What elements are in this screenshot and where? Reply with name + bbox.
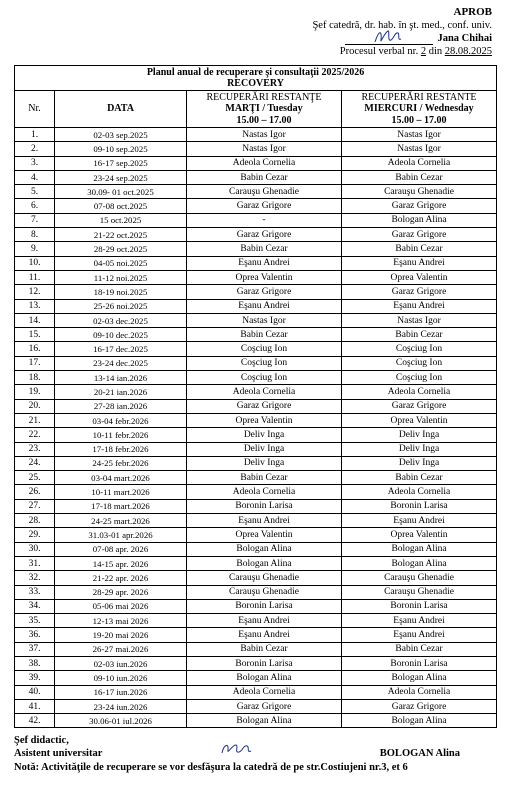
footer-name: BOLOGAN Alina xyxy=(379,748,460,759)
row-tuesday: Carauşu Ghenadie xyxy=(187,571,342,585)
row-tuesday: Bologan Alina xyxy=(187,542,342,556)
row-date: 20-21 ian.2026 xyxy=(55,385,187,399)
row-wednesday: Bologan Alina xyxy=(342,542,497,556)
row-number: 26. xyxy=(15,485,55,499)
head-name: Jana Chihai xyxy=(437,33,492,44)
row-number: 34. xyxy=(15,599,55,613)
recovery-plan-table xyxy=(14,65,497,728)
row-date: 14-15 apr. 2026 xyxy=(55,556,187,570)
row-tuesday: Bologan Alina xyxy=(187,671,342,685)
row-wednesday: Eşanu Andrei xyxy=(342,628,497,642)
table-row xyxy=(15,556,497,570)
row-tuesday: Adeola Cornelia xyxy=(187,685,342,699)
table-row xyxy=(15,142,497,156)
row-wednesday: Bologan Alina xyxy=(342,671,497,685)
table-row xyxy=(15,614,497,628)
table-row xyxy=(15,199,497,213)
row-date: 23-24 sep.2025 xyxy=(55,170,187,184)
row-number: 32. xyxy=(15,571,55,585)
row-wednesday: Babin Cezar xyxy=(342,242,497,256)
row-tuesday: Nastas Igor xyxy=(187,142,342,156)
row-date: 17-18 mart.2026 xyxy=(55,499,187,513)
row-number: 33. xyxy=(15,585,55,599)
row-tuesday: Coşciug Ion xyxy=(187,371,342,385)
row-number: 9. xyxy=(15,242,55,256)
row-number: 10. xyxy=(15,256,55,270)
row-date: 10-11 febr.2026 xyxy=(55,428,187,442)
table-row xyxy=(15,628,497,642)
header-tuesday-line2: MARŢI / Tuesday xyxy=(225,103,303,115)
row-wednesday: Eşanu Andrei xyxy=(342,514,497,528)
row-wednesday: Coşciug Ion xyxy=(342,356,497,370)
row-date: 21-22 apr. 2026 xyxy=(55,571,187,585)
row-tuesday: Babin Cezar xyxy=(187,471,342,485)
row-date: 02-03 sep.2025 xyxy=(55,128,187,142)
row-wednesday: Garaz Grigore xyxy=(342,199,497,213)
row-wednesday: Adeola Cornelia xyxy=(342,685,497,699)
table-row xyxy=(15,385,497,399)
row-wednesday: Nastas Igor xyxy=(342,142,497,156)
table-row xyxy=(15,228,497,242)
row-tuesday: Coşciug Ion xyxy=(187,356,342,370)
row-number: 13. xyxy=(15,299,55,313)
head-signature xyxy=(373,28,403,46)
row-date: 31.03-01 apr.2026 xyxy=(55,528,187,542)
head-signature-line xyxy=(312,32,492,45)
row-wednesday: Garaz Grigore xyxy=(342,228,497,242)
row-number: 27. xyxy=(15,499,55,513)
row-number: 12. xyxy=(15,285,55,299)
row-date: 27-28 ian.2026 xyxy=(55,399,187,413)
table-row xyxy=(15,585,497,599)
row-tuesday: - xyxy=(187,213,342,227)
table-row xyxy=(15,128,497,142)
row-wednesday: Deliv Inga xyxy=(342,456,497,470)
table-title-line1: Planul anual de recuperare şi consultaţii 2025/2026 xyxy=(146,67,365,78)
row-number: 8. xyxy=(15,228,55,242)
row-date: 02-03 dec.2025 xyxy=(55,313,187,327)
row-number: 39. xyxy=(15,671,55,685)
row-number: 16. xyxy=(15,342,55,356)
row-date: 13-14 ian.2026 xyxy=(55,371,187,385)
row-date: 05-06 mai 2026 xyxy=(55,599,187,613)
table-row xyxy=(15,356,497,370)
row-number: 31. xyxy=(15,556,55,570)
table-row xyxy=(15,442,497,456)
protocol-line xyxy=(312,45,492,58)
row-date: 16-17 iun.2026 xyxy=(55,685,187,699)
row-number: 29. xyxy=(15,528,55,542)
row-number: 1. xyxy=(15,128,55,142)
row-tuesday: Oprea Valentin xyxy=(187,413,342,427)
row-date: 07-08 oct.2025 xyxy=(55,199,187,213)
row-wednesday: Oprea Valentin xyxy=(342,413,497,427)
row-tuesday: Eşanu Andrei xyxy=(187,614,342,628)
footer-position: Asistent universitar xyxy=(14,748,103,759)
row-number: 36. xyxy=(15,628,55,642)
row-wednesday: Eşanu Andrei xyxy=(342,614,497,628)
row-tuesday: Deliv Inga xyxy=(187,456,342,470)
row-tuesday: Carauşu Ghenadie xyxy=(187,585,342,599)
row-date: 23-24 dec.2025 xyxy=(55,356,187,370)
header-wednesday-time: 15.00 – 17.00 xyxy=(391,114,447,126)
row-tuesday: Eşanu Andrei xyxy=(187,256,342,270)
row-date: 04-05 noi.2025 xyxy=(55,256,187,270)
row-tuesday: Garaz Grigore xyxy=(187,199,342,213)
table-row xyxy=(15,313,497,327)
row-wednesday: Babin Cezar xyxy=(342,328,497,342)
row-number: 25. xyxy=(15,471,55,485)
row-date: 24-25 mart.2026 xyxy=(55,514,187,528)
table-row xyxy=(15,699,497,713)
row-wednesday: Eşanu Andrei xyxy=(342,256,497,270)
footer-block xyxy=(14,734,504,774)
table-row xyxy=(15,170,497,184)
row-wednesday: Babin Cezar xyxy=(342,170,497,184)
protocol-number: 2 xyxy=(420,46,427,57)
table-row xyxy=(15,328,497,342)
row-number: 3. xyxy=(15,156,55,170)
row-wednesday: Coşciug Ion xyxy=(342,342,497,356)
header-tuesday-line1: RECUPERĂRI RESTANŢE xyxy=(206,91,322,103)
row-date: 02-03 iun.2026 xyxy=(55,656,187,670)
table-row xyxy=(15,714,497,728)
row-wednesday: Bologan Alina xyxy=(342,556,497,570)
row-tuesday: Garaz Grigore xyxy=(187,399,342,413)
row-wednesday: Garaz Grigore xyxy=(342,699,497,713)
row-tuesday: Garaz Grigore xyxy=(187,699,342,713)
row-date: 03-04 mart.2026 xyxy=(55,471,187,485)
row-number: 24. xyxy=(15,456,55,470)
row-tuesday: Oprea Valentin xyxy=(187,270,342,284)
table-header-row xyxy=(15,91,497,128)
table-row xyxy=(15,542,497,556)
footer-role: Şef didactic, xyxy=(14,735,69,746)
approval-title: APROB xyxy=(453,6,492,18)
table-row xyxy=(15,471,497,485)
row-number: 5. xyxy=(15,185,55,199)
row-date: 09-10 iun.2026 xyxy=(55,671,187,685)
table-row xyxy=(15,656,497,670)
row-tuesday: Eşanu Andrei xyxy=(187,299,342,313)
row-number: 19. xyxy=(15,385,55,399)
row-date: 25-26 noi.2025 xyxy=(55,299,187,313)
row-number: 42. xyxy=(15,714,55,728)
row-tuesday: Babin Cezar xyxy=(187,328,342,342)
row-number: 18. xyxy=(15,371,55,385)
row-number: 22. xyxy=(15,428,55,442)
row-number: 2. xyxy=(15,142,55,156)
table-row xyxy=(15,528,497,542)
row-number: 11. xyxy=(15,270,55,284)
row-date: 03-04 febr.2026 xyxy=(55,413,187,427)
row-date: 30.09- 01 oct.2025 xyxy=(55,185,187,199)
row-tuesday: Adeola Cornelia xyxy=(187,485,342,499)
row-tuesday: Garaz Grigore xyxy=(187,228,342,242)
row-tuesday: Deliv Inga xyxy=(187,428,342,442)
table-row xyxy=(15,499,497,513)
table-row xyxy=(15,485,497,499)
signature-underline xyxy=(345,34,433,45)
row-number: 20. xyxy=(15,399,55,413)
row-date: 17-18 febr.2026 xyxy=(55,442,187,456)
header-nr: Nr. xyxy=(15,91,55,128)
row-number: 4. xyxy=(15,170,55,184)
row-tuesday: Boronin Larisa xyxy=(187,599,342,613)
table-row xyxy=(15,456,497,470)
row-tuesday: Babin Cezar xyxy=(187,170,342,184)
row-tuesday: Boronin Larisa xyxy=(187,499,342,513)
row-number: 17. xyxy=(15,356,55,370)
row-wednesday: Adeola Cornelia xyxy=(342,385,497,399)
row-date: 18-19 noi.2025 xyxy=(55,285,187,299)
header-tuesday xyxy=(187,91,342,128)
row-wednesday: Boronin Larisa xyxy=(342,656,497,670)
row-wednesday: Carauşu Ghenadie xyxy=(342,585,497,599)
row-tuesday: Babin Cezar xyxy=(187,242,342,256)
table-title-row xyxy=(15,66,497,91)
row-wednesday: Boronin Larisa xyxy=(342,499,497,513)
row-date: 23-24 iun.2026 xyxy=(55,699,187,713)
row-date: 16-17 sep.2025 xyxy=(55,156,187,170)
row-date: 12-13 mai 2026 xyxy=(55,614,187,628)
row-wednesday: Nastas Igor xyxy=(342,313,497,327)
table-row xyxy=(15,256,497,270)
row-wednesday: Carauşu Ghenadie xyxy=(342,185,497,199)
row-wednesday: Deliv Inga xyxy=(342,428,497,442)
row-tuesday: Garaz Grigore xyxy=(187,285,342,299)
row-number: 37. xyxy=(15,642,55,656)
row-wednesday: Adeola Cornelia xyxy=(342,485,497,499)
row-tuesday: Babin Cezar xyxy=(187,642,342,656)
row-number: 41. xyxy=(15,699,55,713)
row-tuesday: Oprea Valentin xyxy=(187,528,342,542)
department-head-title: Şef catedră, dr. hab. în şt. med., conf. univ. xyxy=(312,20,492,31)
row-tuesday: Eşanu Andrei xyxy=(187,514,342,528)
row-number: 6. xyxy=(15,199,55,213)
row-tuesday: Bologan Alina xyxy=(187,714,342,728)
row-date: 24-25 febr.2026 xyxy=(55,456,187,470)
row-tuesday: Adeola Cornelia xyxy=(187,156,342,170)
row-wednesday: Boronin Larisa xyxy=(342,599,497,613)
row-number: 30. xyxy=(15,542,55,556)
row-tuesday: Nastas Igor xyxy=(187,128,342,142)
table-row xyxy=(15,685,497,699)
row-date: 09-10 dec.2025 xyxy=(55,328,187,342)
table-row xyxy=(15,413,497,427)
table-row xyxy=(15,428,497,442)
table-row xyxy=(15,242,497,256)
row-tuesday: Deliv Inga xyxy=(187,442,342,456)
row-wednesday: Adeola Cornelia xyxy=(342,156,497,170)
table-row xyxy=(15,514,497,528)
protocol-date: 28.08.2025 xyxy=(444,46,492,57)
row-wednesday: Garaz Grigore xyxy=(342,399,497,413)
row-wednesday: Bologan Alina xyxy=(342,714,497,728)
row-number: 38. xyxy=(15,656,55,670)
row-number: 40. xyxy=(15,685,55,699)
row-wednesday: Nastas Igor xyxy=(342,128,497,142)
row-date: 11-12 noi.2025 xyxy=(55,270,187,284)
row-wednesday: Deliv Inga xyxy=(342,442,497,456)
footer-signature-row xyxy=(14,747,504,760)
table-row xyxy=(15,156,497,170)
table-row xyxy=(15,270,497,284)
assistant-signature xyxy=(219,741,253,757)
table-row xyxy=(15,299,497,313)
header-wednesday-line2: MIERCURI / Wednesday xyxy=(364,103,474,115)
row-number: 28. xyxy=(15,514,55,528)
row-wednesday: Babin Cezar xyxy=(342,471,497,485)
row-wednesday: Eşanu Andrei xyxy=(342,299,497,313)
row-date: 10-11 mart.2026 xyxy=(55,485,187,499)
row-number: 15. xyxy=(15,328,55,342)
row-date: 19-20 mai 2026 xyxy=(55,628,187,642)
header-wednesday-line1: RECUPERĂRI RESTANTE xyxy=(361,91,477,103)
row-number: 14. xyxy=(15,313,55,327)
header-wednesday xyxy=(342,91,497,128)
row-tuesday: Nastas Igor xyxy=(187,313,342,327)
row-wednesday: Oprea Valentin xyxy=(342,270,497,284)
table-row xyxy=(15,671,497,685)
row-date: 30.06-01 iul.2026 xyxy=(55,714,187,728)
row-wednesday: Oprea Valentin xyxy=(342,528,497,542)
row-tuesday: Coşciug Ion xyxy=(187,342,342,356)
row-date: 16-17 dec.2025 xyxy=(55,342,187,356)
row-number: 35. xyxy=(15,614,55,628)
row-tuesday: Adeola Cornelia xyxy=(187,385,342,399)
header-tuesday-time: 15.00 – 17.00 xyxy=(236,114,292,126)
table-row xyxy=(15,599,497,613)
row-tuesday: Bologan Alina xyxy=(187,556,342,570)
table-title xyxy=(15,66,497,91)
row-tuesday: Eşanu Andrei xyxy=(187,628,342,642)
row-wednesday: Garaz Grigore xyxy=(342,285,497,299)
header-date: DATA xyxy=(55,91,187,128)
table-row xyxy=(15,285,497,299)
row-number: 23. xyxy=(15,442,55,456)
row-date: 09-10 sep.2025 xyxy=(55,142,187,156)
table-row xyxy=(15,213,497,227)
table-title-line2: RECOVERY xyxy=(227,78,284,89)
row-wednesday: Carauşu Ghenadie xyxy=(342,571,497,585)
table-row xyxy=(15,399,497,413)
row-date: 28-29 apr. 2026 xyxy=(55,585,187,599)
row-date: 07-08 apr. 2026 xyxy=(55,542,187,556)
row-number: 21. xyxy=(15,413,55,427)
row-date: 28-29 oct.2025 xyxy=(55,242,187,256)
row-wednesday: Babin Cezar xyxy=(342,642,497,656)
row-date: 26-27 mai.2026 xyxy=(55,642,187,656)
row-date: 21-22 oct.2025 xyxy=(55,228,187,242)
footer-note: Notă: Activităţile de recuperare se vor desfăşura la catedră de pe str.Costiujeni nr.3, et 6 xyxy=(14,762,408,773)
row-wednesday: Bologan Alina xyxy=(342,213,497,227)
table-row xyxy=(15,185,497,199)
row-tuesday: Boronin Larisa xyxy=(187,656,342,670)
protocol-prefix: Procesul verbal nr. xyxy=(339,46,419,57)
row-number: 7. xyxy=(15,213,55,227)
row-date: 15 oct.2025 xyxy=(55,213,187,227)
table-row xyxy=(15,342,497,356)
row-wednesday: Coşciug Ion xyxy=(342,371,497,385)
table-row xyxy=(15,571,497,585)
approval-block xyxy=(312,6,492,58)
row-tuesday: Carauşu Ghenadie xyxy=(187,185,342,199)
table-row xyxy=(15,642,497,656)
table-row xyxy=(15,371,497,385)
protocol-mid: din xyxy=(428,46,443,57)
